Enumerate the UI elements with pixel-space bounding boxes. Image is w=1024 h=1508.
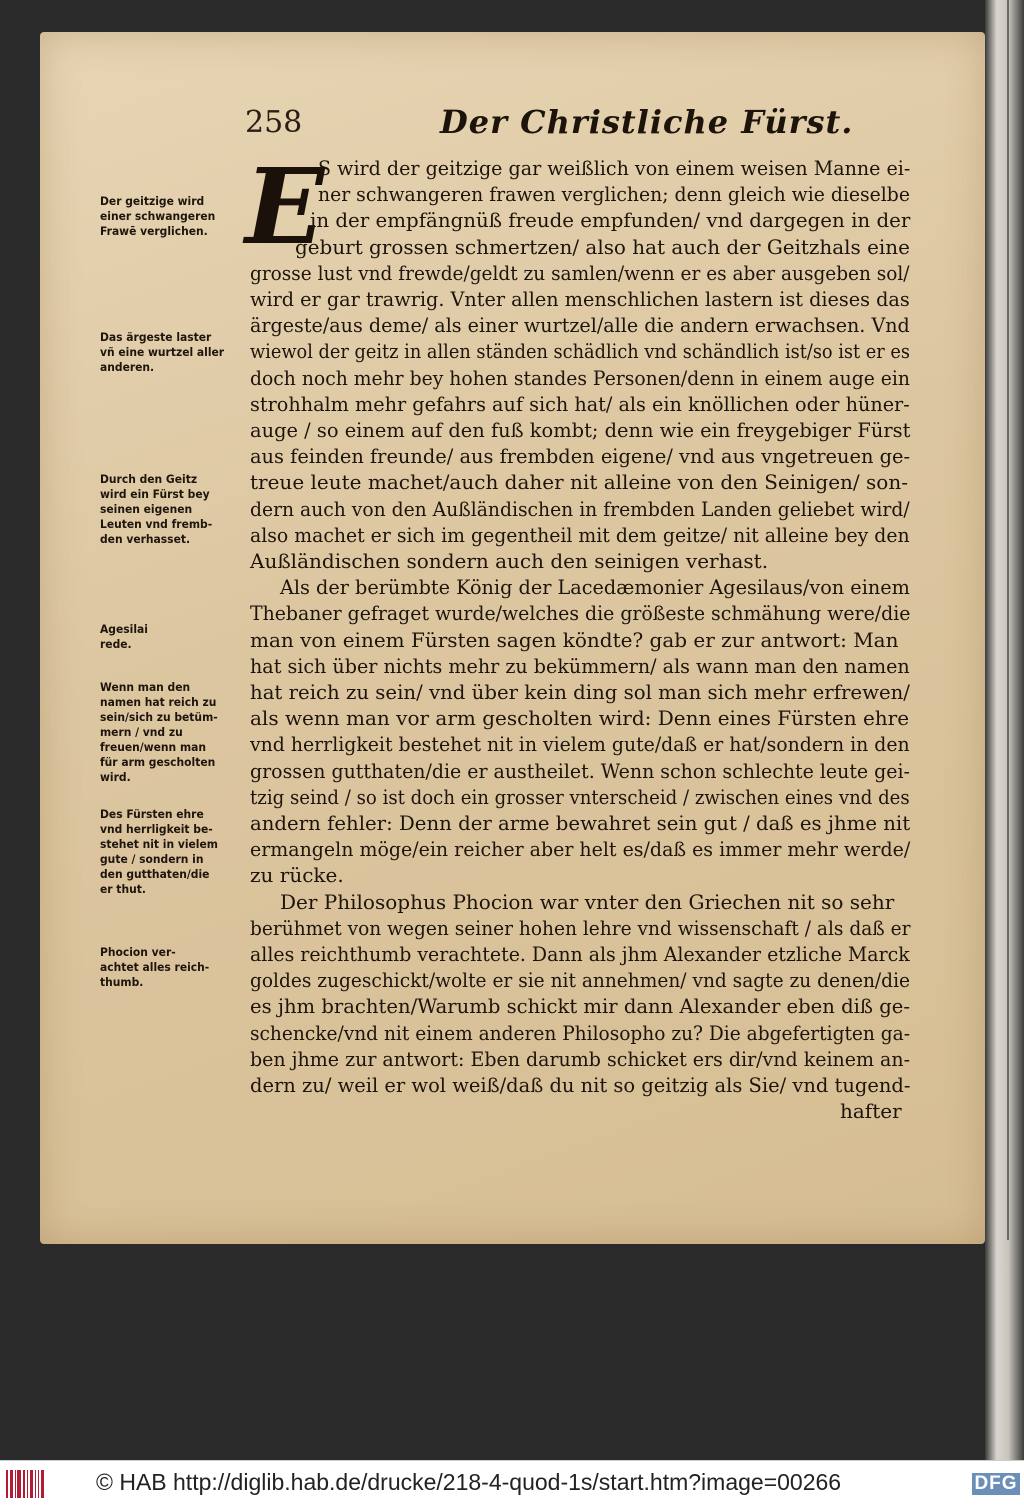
text-line: in der empfängnüß freude empfunden/ vnd dargegen in der — [310, 208, 911, 233]
margin-note — [100, 472, 250, 547]
text-line: ärgeste/aus deme/ als einer wurtzel/alle die andern erwachsen. Vnd — [250, 313, 910, 338]
text-line: also machet er sich im gegentheil mit dem geitze/ nit alleine bey den — [250, 522, 910, 547]
margin-note — [100, 945, 250, 990]
margin-note-line: stehet nit in vielem — [100, 837, 218, 851]
text-line: goldes zugeschickt/wolte er sie nit annehmen/ vnd sagte zu denen/die — [250, 968, 910, 993]
margin-note-line: wird ein Fürst bey — [100, 487, 210, 501]
text-line: ben jhme zur antwort: Eben darumb schicket ers dir/vnd keinem an- — [250, 1046, 911, 1071]
text-line: aus feinden freunde/ aus frembden eigene/ vnd aus vngetreuen ge- — [250, 444, 911, 469]
margin-note-line: den gutthaten/die — [100, 867, 210, 881]
text-line: auge / so einem auf den fuß kombt; denn wie ein freygebiger Fürst — [250, 418, 911, 442]
text-line: ermangeln möge/ein reicher aber helt es/daß es immer mehr werde/ — [250, 837, 911, 862]
margin-note-line: Des Fürsten ehre — [100, 807, 204, 821]
text-line: man von einem Fürsten sagen köndte? gab er zur antwort: Man — [250, 627, 899, 652]
margin-note-line: gute / sondern in — [100, 852, 204, 866]
margin-note-line: vnd herrligkeit be- — [100, 822, 213, 836]
margin-note-line: Frawē verglichen. — [100, 224, 208, 238]
margin-note-line: thumb. — [100, 975, 144, 989]
page-header — [245, 105, 905, 145]
text-line: wird er gar trawrig. Vnter allen menschlichen lastern ist dieses das — [250, 287, 910, 311]
text-line: Thebaner gefraget wurde/welches die größeste schmähung were/die — [250, 601, 911, 626]
margin-note-line: seinen eigenen — [100, 502, 193, 516]
page-edge-line — [1007, 0, 1009, 1240]
text-line: S wird der geitzige gar weißlich von einem weisen Manne ei- — [318, 156, 911, 180]
text-line: zu rücke. — [250, 863, 344, 888]
text-line: alles reichthumb verachtete. Dann als jhm Alexander etzliche Marck — [250, 942, 910, 966]
dfg-logo: DFG — [972, 1473, 1020, 1495]
text-line: treue leute machet/auch daher nit alleine von den Seinigen/ son- — [250, 470, 908, 495]
text-line: ner schwangeren frawen verglichen; denn gleich wie dieselbe — [318, 182, 910, 207]
decorated-initial: E — [245, 145, 325, 268]
text-line: strohhalm mehr gefahrs auf sich hat/ als ein knöllichen oder hüner- — [250, 391, 910, 416]
footer-credit-link[interactable]: © HAB http://diglib.hab.de/drucke/218-4-quod-1s/start.htm?image=00266 — [96, 1469, 842, 1495]
running-head: Der Christliche Fürst. — [440, 103, 854, 141]
margin-note-line: Das ärgeste laster — [100, 330, 212, 344]
text-line: berühmet von wegen seiner hohen lehre vnd wissenschaft / als daß er — [250, 915, 911, 940]
text-line: geburt grossen schmertzen/ also hat auch der Geitzhals eine — [295, 234, 910, 259]
margin-note-line: freuen/wenn man — [100, 740, 207, 754]
footer-bar — [0, 1460, 1024, 1508]
text-line: schencke/vnd nit einem anderen Philosopho zu? Die abgefertigten ga- — [250, 1020, 910, 1045]
text-line: es jhm brachten/Warumb schickt mir dann Alexander eben diß ge- — [250, 994, 910, 1019]
text-line: Als der berümbte König der Lacedæmonier Agesilaus/von einem — [280, 575, 910, 600]
margin-note-line: sein/sich zu betüm- — [100, 710, 218, 724]
text-line: tzig seind / so ist doch ein grosser vnterscheid / zwischen eines vnd des — [250, 784, 910, 809]
text-line: grosse lust vnd frewde/geldt zu samlen/wenn er es aber ausgeben sol/ — [250, 260, 910, 285]
text-line: andern fehler: Denn der arme bewahret sein gut / daß es jhme nit — [250, 811, 911, 835]
text-line: Außländischen sondern auch den seinigen verhast. — [250, 549, 769, 573]
margin-note-line: rede. — [100, 637, 132, 651]
text-line: hat reich zu sein/ vnd über kein ding sol man sich mehr erfrewen/ — [250, 680, 910, 704]
text-line: wiewol der geitz in allen ständen schädlich vnd schändlich ist/so ist er es — [250, 339, 911, 364]
text-line: dern auch von den Außländischen in frembden Landen geliebet wird/ — [250, 496, 910, 521]
margin-note — [100, 194, 250, 239]
text-line: hafter — [840, 1099, 902, 1124]
text-line: vnd herrligkeit bestehet nit in vielem gute/daß er hat/sondern in den — [250, 732, 910, 757]
margin-note-line: den verhasset. — [100, 532, 191, 546]
adjacent-page-edge — [985, 0, 1024, 1460]
margin-note-line: Leuten vnd fremb- — [100, 517, 213, 531]
margin-note-line: vñ eine wurtzel aller — [100, 345, 225, 359]
text-line: hat sich über nichts mehr zu bekümmern/ als wann man den namen — [250, 653, 910, 678]
margin-note-line: wird. — [100, 770, 131, 784]
margin-note-line: Phocion ver- — [100, 945, 176, 959]
text-line: als wenn man vor arm gescholten wird: Denn eines Fürsten ehre — [250, 706, 910, 731]
margin-note-line: namen hat reich zu — [100, 695, 217, 709]
margin-note-line: Der geitzige wird — [100, 194, 205, 208]
text-line: doch noch mehr bey hohen standes Personen/denn in einem auge ein — [250, 365, 910, 390]
text-line: grossen gutthaten/die er austheilet. Wenn schon schlechte leute gei- — [250, 758, 910, 783]
text-line: Der Philosophus Phocion war vnter den Griechen nit so sehr — [280, 889, 895, 914]
margin-note-line: anderen. — [100, 360, 155, 374]
margin-note — [100, 807, 250, 897]
text-line: dern zu/ weil er wol weiß/daß du nit so geitzig als Sie/ vnd tugend- — [250, 1073, 911, 1097]
margin-note-line: Durch den Geitz — [100, 472, 198, 486]
margin-note-line: einer schwangeren — [100, 209, 216, 223]
margin-note-line: er thut. — [100, 882, 146, 896]
margin-note-line: Agesilai — [100, 622, 148, 636]
page-number: 258 — [245, 105, 303, 140]
margin-note-line: für arm gescholten — [100, 755, 216, 769]
margin-note — [100, 330, 250, 375]
barcode-icon — [6, 1470, 44, 1498]
margin-note — [100, 622, 250, 652]
margin-note-line: mern / vnd zu — [100, 725, 183, 739]
margin-note-line: Wenn man den — [100, 680, 191, 694]
margin-note — [100, 680, 250, 785]
margin-note-line: achtet alles reich- — [100, 960, 210, 974]
